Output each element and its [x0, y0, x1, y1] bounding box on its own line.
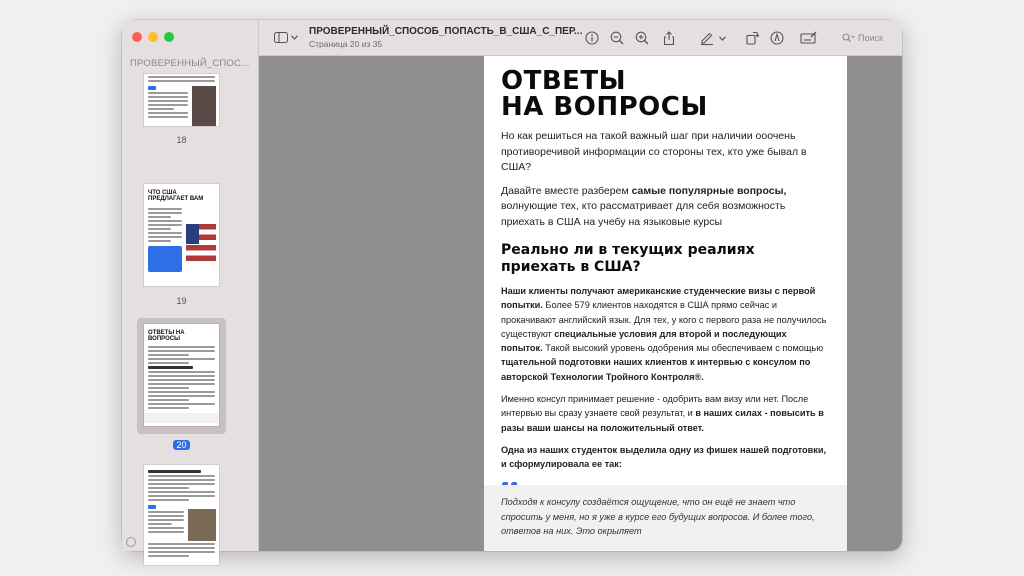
text-run: Такой высокий уровень одобрения мы обеспечиваем с помощью	[542, 343, 824, 354]
sidebar-icon	[274, 32, 288, 43]
share-icon	[662, 31, 676, 46]
sidebar-title: ПРОВЕРЕННЫЙ_СПОС...	[130, 58, 250, 69]
close-button[interactable]	[132, 32, 142, 42]
paragraph-3	[501, 284, 830, 384]
sidebar	[122, 20, 259, 551]
thumbnail-list[interactable]	[122, 74, 258, 551]
toolbar	[259, 20, 902, 56]
intro-paragraph: Но как решиться на такой важный шаг при наличии ооочень противоречивой информации со стороны тех, кто уже бывал в США?	[501, 130, 807, 173]
text-run-bold: самые популярные вопросы,	[631, 184, 787, 197]
highlight-button[interactable]	[769, 30, 785, 46]
page-number-badge: 20	[173, 440, 189, 450]
page-heading	[501, 68, 830, 120]
sidebar-footer-icon[interactable]	[126, 537, 136, 547]
text-run: волнующие тех, кто рассматривает для себя возможность приехать в США на учебу на языковые курсы	[501, 200, 786, 228]
rotate-button[interactable]	[744, 30, 760, 46]
minimize-button[interactable]	[148, 32, 158, 42]
thumbnail-heading: ОТВЕТЫ НА ВОПРОСЫ	[148, 330, 185, 342]
sidebar-toggle-button[interactable]	[274, 32, 298, 43]
zoom-in-icon	[635, 31, 649, 45]
document-title: ПРОВЕРЕННЫЙ_СПОСОБ_ПОПАСТЬ_В_США_С_ПЕР...	[309, 26, 583, 37]
preview-window	[122, 20, 902, 551]
form-icon	[800, 31, 818, 45]
zoom-in-button[interactable]	[634, 30, 650, 46]
text-run-bold: в наших силах - повысить в разы ваши шансы на положительный ответ.	[501, 408, 824, 433]
page-content	[484, 56, 847, 498]
markup-menu-button[interactable]	[717, 30, 727, 46]
paragraph-2	[501, 184, 830, 231]
quote-block: Подходя к консулу создаётся ощущение, что он ещё не знает что спросить у меня, но я уже в курсе его будущих вопросов. И более того, ответов на них. Это окрыляет	[484, 485, 847, 551]
zoom-out-button[interactable]	[609, 30, 625, 46]
text-run: Именно консул принимает решение - одобрить вам визу или нет. После интервью вы сразу узнаете свой результат, и	[501, 394, 809, 419]
zoom-button[interactable]	[164, 32, 174, 42]
flag-image	[186, 224, 216, 268]
search-placeholder: Поиск	[858, 33, 883, 43]
text-run-bold: Наши клиенты получают американские студенческие визы с первой попытки.	[501, 286, 816, 311]
page-number-selected	[144, 440, 219, 450]
pen-icon	[700, 31, 714, 45]
page-number: 18	[176, 135, 187, 145]
paragraph-4	[501, 392, 830, 435]
info-icon	[585, 31, 599, 45]
heading-line-1: ОТВЕТЫ	[501, 66, 627, 96]
chevron-down-icon	[719, 36, 726, 41]
text-run: Более 579 клиентов находятся в США прямо сейчас и прокачивают английский язык. Для тех, у кого с первого раза не получилось существуют	[501, 300, 827, 339]
document-page[interactable]	[484, 56, 847, 551]
markup-button[interactable]	[699, 30, 715, 46]
photo-thumbnail	[192, 86, 216, 126]
thumbnail-image	[144, 465, 219, 565]
info-button[interactable]	[584, 30, 600, 46]
text-run-bold: специальные условия для второй и последующих попыток.	[501, 328, 787, 354]
thumbnail-image	[144, 184, 219, 286]
text-run-bold: тщательной подготовки наших клиентов к интервью с консулом по авторской Технологии Тройного Контроля®.	[501, 357, 811, 382]
thumbnail-image	[144, 324, 219, 426]
search-field[interactable]	[842, 29, 894, 47]
rotate-icon	[745, 31, 759, 45]
text-run: Давайте вместе разберем	[501, 184, 632, 197]
form-fill-button[interactable]	[799, 30, 819, 46]
zoom-out-icon	[610, 31, 624, 45]
subheading: Реально ли в текущих реалиях приехать в США?	[501, 242, 755, 275]
highlighter-icon	[770, 31, 784, 45]
page-number: 19	[176, 296, 187, 306]
photo-thumbnail	[188, 509, 216, 541]
search-icon	[842, 33, 855, 43]
share-button[interactable]	[661, 30, 677, 46]
paragraph-5: Одна из наших студенток выделила одну из фишек нашей подготовки, и сформулировала ее так:	[501, 444, 827, 470]
page-indicator: Страница 20 из 35	[309, 39, 383, 49]
window-controls	[132, 32, 174, 42]
heading-line-2: НА ВОПРОСЫ	[501, 92, 708, 122]
thumbnail-heading: ЧТО США ПРЕДЛАГАЕТ ВАМ	[148, 190, 204, 202]
thumbnail-image	[144, 74, 219, 126]
chevron-down-icon	[291, 35, 298, 40]
